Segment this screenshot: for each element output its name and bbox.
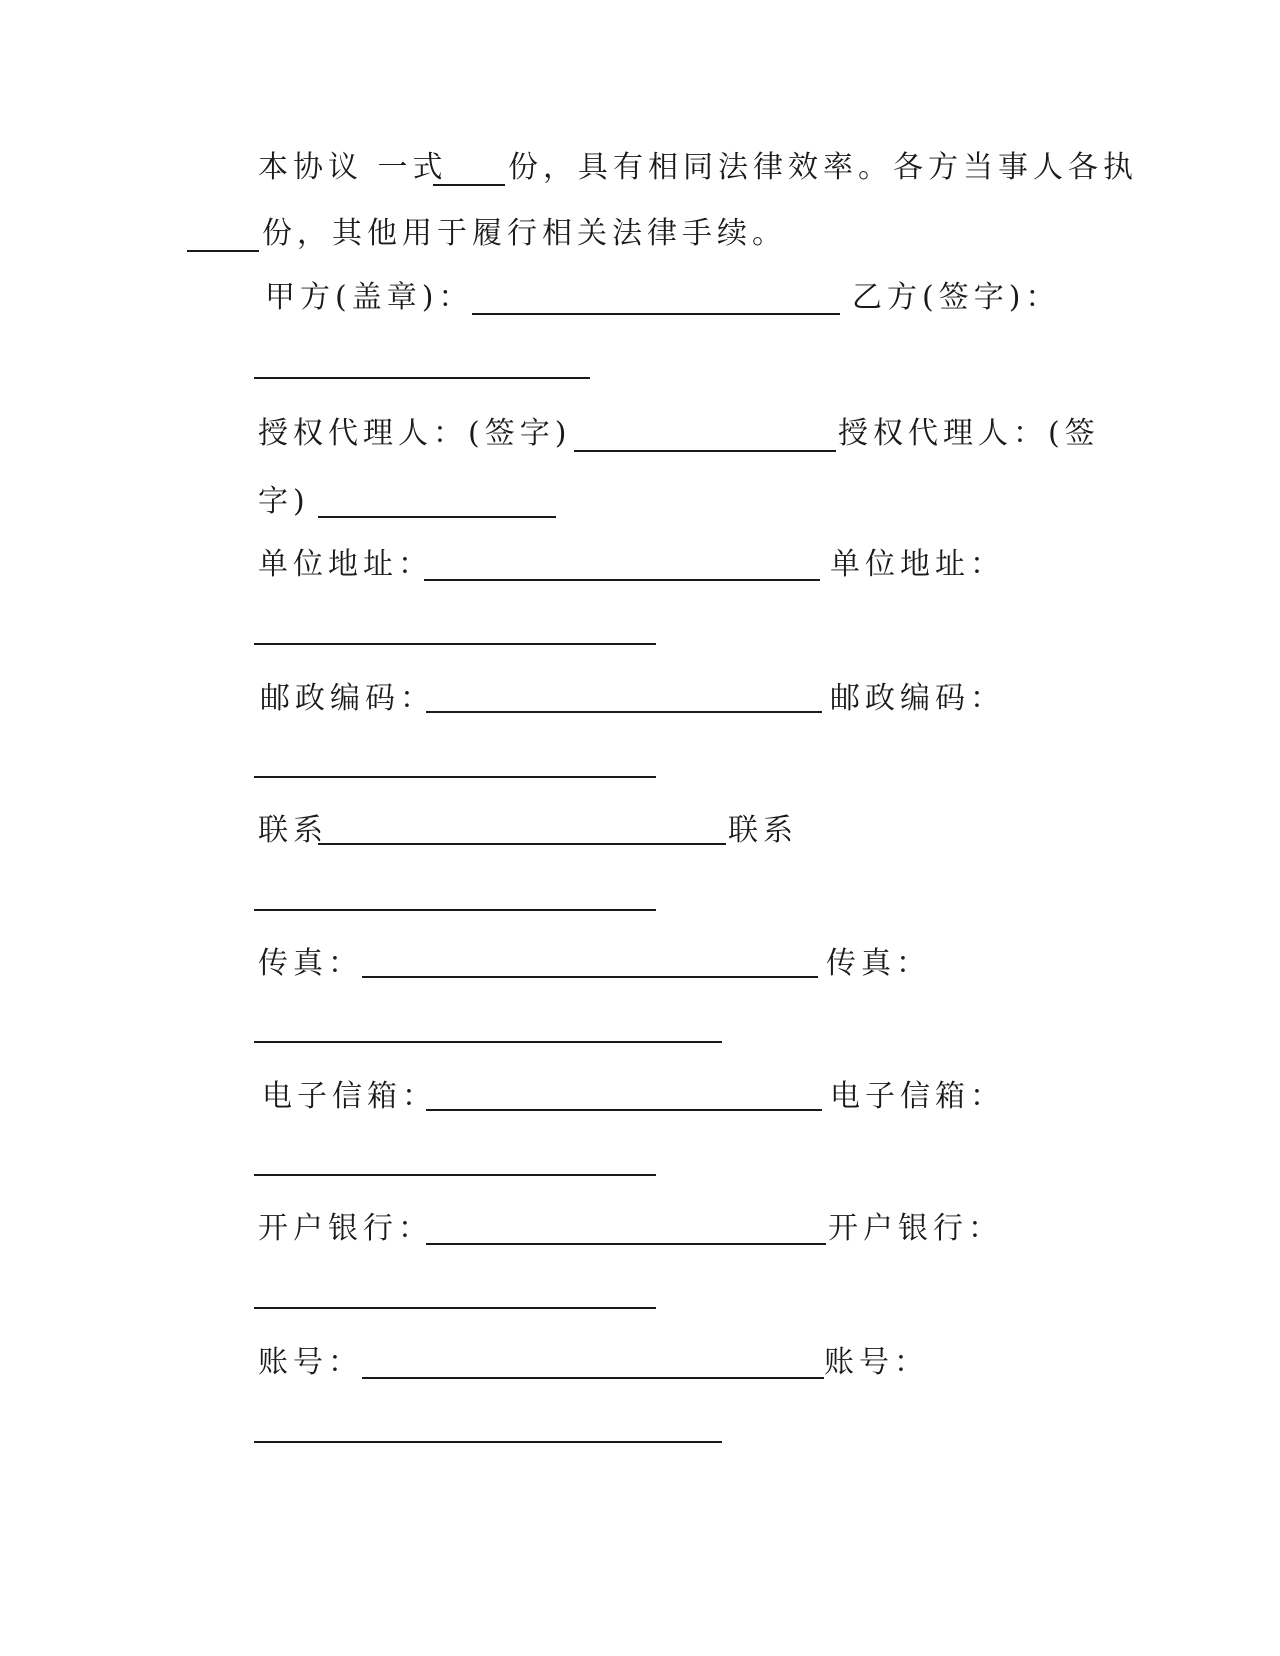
fax-a-label: 传真： xyxy=(258,946,363,981)
fax-b-label: 传真： xyxy=(826,946,931,981)
address-b-label: 单位地址： xyxy=(830,547,1005,582)
bank-a-label: 开户银行： xyxy=(258,1211,433,1246)
party-b-sign-label: 乙方(签字)： xyxy=(852,280,1061,315)
bank-b-blank[interactable] xyxy=(254,1307,656,1309)
email-a-label: 电子信箱： xyxy=(262,1079,437,1114)
agreement-line1-end: 份，具有相同法律效率。各方当事人各执 xyxy=(508,150,1138,185)
email-a-blank[interactable] xyxy=(426,1109,822,1111)
party-a-seal-label: 甲方(盖章)： xyxy=(265,280,474,315)
agreement-line2: 份，其他用于履行相关法律手续。 xyxy=(262,216,787,251)
bank-a-blank[interactable] xyxy=(426,1243,826,1245)
contact-a-blank[interactable] xyxy=(318,843,726,845)
copies-total-blank[interactable] xyxy=(433,184,505,186)
address-b-blank[interactable] xyxy=(254,643,656,645)
fax-b-blank[interactable] xyxy=(254,1041,722,1043)
account-a-label: 账号： xyxy=(258,1345,363,1380)
bank-b-label: 开户银行： xyxy=(828,1211,1003,1246)
address-a-blank[interactable] xyxy=(424,579,820,581)
agent-b-label-2: 字) xyxy=(258,484,310,519)
agent-a-blank[interactable] xyxy=(574,450,836,452)
agent-b-blank[interactable] xyxy=(318,516,556,518)
postcode-b-label: 邮政编码： xyxy=(830,681,1005,716)
contact-b-blank[interactable] xyxy=(254,909,656,911)
agent-a-label: 授权代理人：(签字) xyxy=(258,416,572,451)
contact-a-label: 联系 xyxy=(258,813,328,848)
copies-each-blank[interactable] xyxy=(187,250,259,252)
postcode-b-blank[interactable] xyxy=(254,776,656,778)
postcode-a-blank[interactable] xyxy=(426,711,822,713)
agent-b-label-1: 授权代理人：(签 xyxy=(838,416,1100,451)
account-b-label: 账号： xyxy=(824,1345,929,1380)
address-a-label: 单位地址： xyxy=(258,547,433,582)
agreement-line1-start: 本协议 一式 xyxy=(258,150,448,185)
email-b-blank[interactable] xyxy=(254,1174,656,1176)
fax-a-blank[interactable] xyxy=(362,976,818,978)
email-b-label: 电子信箱： xyxy=(830,1079,1005,1114)
postcode-a-label: 邮政编码： xyxy=(260,681,435,716)
account-a-blank[interactable] xyxy=(362,1377,824,1379)
party-b-sign-blank[interactable] xyxy=(254,377,590,379)
contact-b-label: 联系 xyxy=(728,813,798,848)
party-a-seal-blank[interactable] xyxy=(472,313,840,315)
account-b-blank[interactable] xyxy=(254,1441,722,1443)
